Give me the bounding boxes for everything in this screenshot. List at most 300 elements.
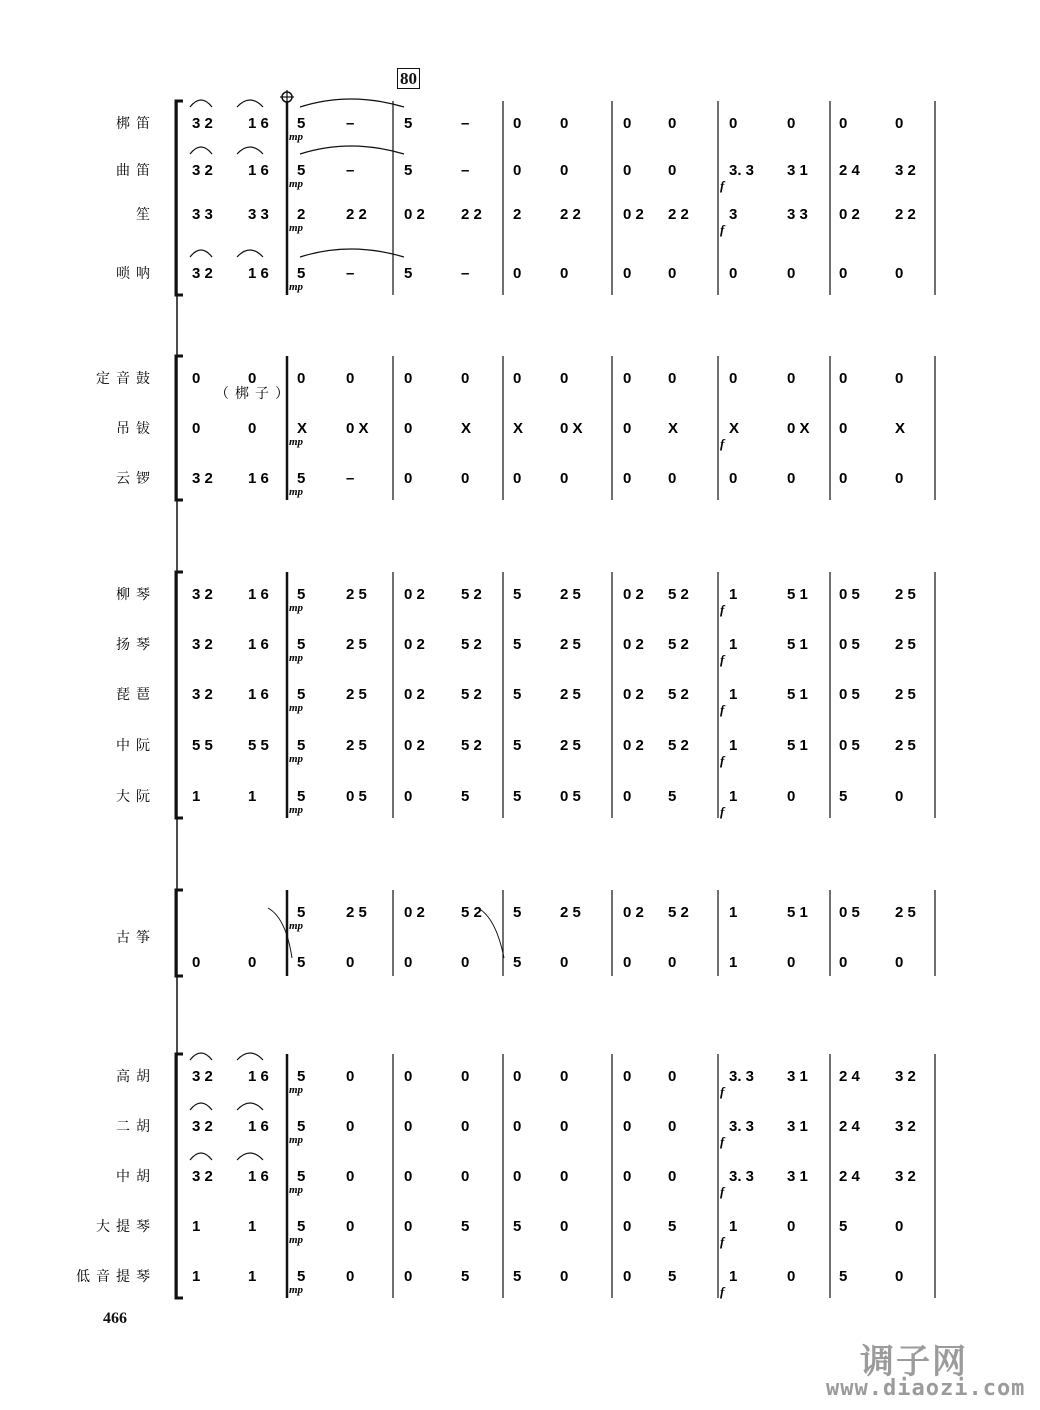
note-group: 0 bbox=[404, 420, 413, 437]
note-group: 0 X bbox=[787, 420, 810, 437]
note-group: 2 5 bbox=[560, 737, 581, 754]
note-group: 1 bbox=[729, 686, 738, 703]
note-group: 2 5 bbox=[895, 737, 916, 754]
dynamic-f: f bbox=[720, 1084, 725, 1099]
note-group: 0 bbox=[623, 1218, 632, 1235]
note-group: 0 2 bbox=[404, 636, 425, 653]
slur bbox=[190, 1053, 212, 1060]
note-group: 5 5 bbox=[192, 737, 213, 754]
note-group: 0 bbox=[513, 1118, 522, 1135]
instrument-row bbox=[116, 1068, 916, 1099]
instrument-name: 扬琴 bbox=[116, 637, 156, 653]
note-group: 0 bbox=[346, 1168, 355, 1185]
note-group: – bbox=[346, 162, 355, 179]
note-group: 0 2 bbox=[404, 737, 425, 754]
note-group: 3 1 bbox=[787, 162, 808, 179]
note-group: 1 6 bbox=[248, 1118, 269, 1135]
note-group: 3 bbox=[729, 206, 738, 223]
instrument-name: 大提琴 bbox=[96, 1219, 156, 1235]
note-group: 5 bbox=[461, 1268, 470, 1285]
note-group: 0 bbox=[461, 370, 470, 387]
note-group: 5 2 bbox=[461, 737, 482, 754]
note-group: 0 bbox=[668, 1068, 677, 1085]
note-group: 0 bbox=[560, 1168, 569, 1185]
note-group: 0 bbox=[560, 1218, 569, 1235]
note-group: 0 bbox=[461, 1068, 470, 1085]
note-group: 3 2 bbox=[192, 1118, 213, 1135]
dynamic-mp: mp bbox=[289, 1234, 304, 1246]
instrument-row bbox=[116, 737, 916, 768]
instrument-row bbox=[116, 420, 905, 451]
note-group: 0 bbox=[623, 1068, 632, 1085]
note-group: 2 4 bbox=[839, 1168, 860, 1185]
dynamic-f: f bbox=[720, 652, 725, 667]
note-group: 2 5 bbox=[895, 636, 916, 653]
dynamic-f: f bbox=[720, 436, 725, 451]
note-group: 0 2 bbox=[623, 686, 644, 703]
note-group: 3 1 bbox=[787, 1168, 808, 1185]
note-group: 0 2 bbox=[404, 206, 425, 223]
instrument-row bbox=[116, 115, 903, 143]
note-group: 0 bbox=[729, 265, 738, 282]
note-group: 0 bbox=[346, 1068, 355, 1085]
instrument-row bbox=[116, 904, 916, 971]
note-group: 0 bbox=[461, 1118, 470, 1135]
note-group: 0 5 bbox=[346, 788, 367, 805]
note-group: 1 bbox=[729, 1218, 738, 1235]
instrument-name: 笙 bbox=[136, 207, 156, 223]
note-group: 5 bbox=[668, 1218, 677, 1235]
note-group: 2 5 bbox=[346, 737, 367, 754]
instrument-row bbox=[116, 1168, 916, 1199]
note-group: 0 bbox=[404, 1268, 413, 1285]
note-group: 1 6 bbox=[248, 115, 269, 132]
note-group: 3 2 bbox=[895, 162, 916, 179]
note-group: 0 2 bbox=[623, 636, 644, 653]
note-group: X bbox=[729, 420, 740, 437]
note-group: 5 bbox=[513, 737, 522, 754]
slur bbox=[237, 1053, 263, 1060]
note-group: 2 2 bbox=[668, 206, 689, 223]
note-group: 0 5 bbox=[839, 636, 860, 653]
note-group: 5 bbox=[297, 686, 306, 703]
note-group: 2 5 bbox=[346, 586, 367, 603]
note-group: 0 5 bbox=[839, 904, 860, 921]
dynamic-mp: mp bbox=[289, 486, 304, 498]
note-group: 3 2 bbox=[192, 1168, 213, 1185]
note-group: – bbox=[461, 265, 470, 282]
note-group: 0 5 bbox=[839, 586, 860, 603]
note-group: 3. 3 bbox=[729, 1068, 755, 1085]
note-group: 2 5 bbox=[560, 904, 581, 921]
note-group: 2 5 bbox=[560, 586, 581, 603]
dynamic-f: f bbox=[720, 178, 725, 193]
dynamic-mp: mp bbox=[289, 1184, 304, 1196]
note-group: 0 bbox=[895, 470, 904, 487]
note-group: 2 5 bbox=[560, 636, 581, 653]
note-group: – bbox=[346, 115, 355, 132]
note-group: 0 2 bbox=[623, 206, 644, 223]
note-group: 0 bbox=[668, 370, 677, 387]
note-group: 3. 3 bbox=[729, 162, 755, 179]
note-group: 2 2 bbox=[461, 206, 482, 223]
note-group: 0 bbox=[346, 954, 355, 971]
slur bbox=[237, 147, 263, 154]
note-group: 1 bbox=[729, 586, 738, 603]
dynamic-f: f bbox=[720, 804, 725, 819]
note-group: 0 2 bbox=[404, 586, 425, 603]
dynamic-f: f bbox=[720, 1134, 725, 1149]
slur bbox=[237, 250, 263, 257]
note-group: 0 bbox=[560, 115, 569, 132]
note-group: 0 bbox=[623, 420, 632, 437]
note-group: 5 bbox=[404, 265, 413, 282]
note-group: 1 bbox=[248, 1218, 257, 1235]
note-group: 0 5 bbox=[839, 737, 860, 754]
note-group: 1 6 bbox=[248, 470, 269, 487]
slur bbox=[190, 147, 212, 154]
note-group: 5 bbox=[297, 737, 306, 754]
note-group: 0 bbox=[668, 115, 677, 132]
note-group: 0 bbox=[729, 115, 738, 132]
tie bbox=[300, 249, 404, 257]
note-group: 0 bbox=[192, 954, 201, 971]
note-group: 0 bbox=[623, 1118, 632, 1135]
note-group: 3 3 bbox=[248, 206, 269, 223]
note-group: 5 bbox=[297, 636, 306, 653]
slur bbox=[190, 100, 212, 107]
note-group: 5 bbox=[461, 1218, 470, 1235]
note-group: 0 2 bbox=[404, 686, 425, 703]
note-group: 0 bbox=[839, 470, 848, 487]
note-group: 5 bbox=[513, 904, 522, 921]
note-group: 0 bbox=[513, 370, 522, 387]
note-group: 0 bbox=[668, 162, 677, 179]
note-group: 0 bbox=[623, 370, 632, 387]
note-group: 1 bbox=[248, 1268, 257, 1285]
note-group: 0 bbox=[839, 954, 848, 971]
note-group: 5 5 bbox=[248, 737, 269, 754]
note-group: 0 bbox=[623, 1168, 632, 1185]
note-group: 0 bbox=[839, 420, 848, 437]
note-group: 3 2 bbox=[192, 470, 213, 487]
glissando-arrow bbox=[268, 908, 292, 958]
note-group: 1 6 bbox=[248, 686, 269, 703]
note-group: 0 bbox=[346, 1268, 355, 1285]
note-group: 0 bbox=[839, 115, 848, 132]
note-group: 0 bbox=[895, 265, 904, 282]
note-group: X bbox=[461, 420, 472, 437]
dynamic-f: f bbox=[720, 1234, 725, 1249]
note-group: 1 bbox=[729, 636, 738, 653]
dynamic-mp: mp bbox=[289, 804, 304, 816]
note-group: 3 2 bbox=[192, 162, 213, 179]
note-group: 0 X bbox=[346, 420, 369, 437]
instrument-name: 中胡 bbox=[116, 1169, 156, 1185]
note-group: 5 1 bbox=[787, 686, 808, 703]
watermark-url: www.diaozi.com bbox=[826, 1376, 1026, 1401]
note-group: 3 2 bbox=[895, 1118, 916, 1135]
note-group: 5 2 bbox=[461, 636, 482, 653]
note-group: 0 bbox=[895, 370, 904, 387]
note-group: 0 bbox=[787, 1218, 796, 1235]
note-group: 0 bbox=[668, 954, 677, 971]
instrument-row bbox=[116, 162, 916, 193]
note-group: 2 bbox=[297, 206, 306, 223]
note-group: 2 2 bbox=[346, 206, 367, 223]
note-group: 5 bbox=[297, 265, 306, 282]
note-group: 0 bbox=[787, 954, 796, 971]
note-group: 5 bbox=[513, 954, 522, 971]
note-group: 5 bbox=[297, 788, 306, 805]
note-group: 0 bbox=[560, 370, 569, 387]
staff-group-2 bbox=[176, 356, 935, 500]
instrument-name: 吊钹 bbox=[116, 421, 156, 437]
dynamic-mp: mp bbox=[289, 753, 304, 765]
note-group: 0 bbox=[560, 265, 569, 282]
note-group: 0 bbox=[192, 420, 201, 437]
note-group: 0 bbox=[513, 470, 522, 487]
annotation-bangzi: （梆子） bbox=[215, 386, 295, 402]
staff-group-4 bbox=[176, 890, 935, 976]
note-group: 0 bbox=[787, 265, 796, 282]
dynamic-f: f bbox=[720, 222, 725, 237]
note-group: 0 bbox=[248, 420, 257, 437]
group-bracket bbox=[176, 101, 183, 295]
dynamic-mp: mp bbox=[289, 436, 304, 448]
note-group: 0 2 bbox=[404, 904, 425, 921]
note-group: 0 bbox=[623, 954, 632, 971]
instrument-name: 唢呐 bbox=[116, 266, 156, 282]
page-number: 466 bbox=[103, 1310, 127, 1327]
note-group: 5 bbox=[513, 788, 522, 805]
note-group: 3. 3 bbox=[729, 1118, 755, 1135]
note-group: 0 bbox=[461, 470, 470, 487]
instrument-row bbox=[96, 1218, 903, 1249]
note-group: 5 bbox=[297, 470, 306, 487]
note-group: 3 2 bbox=[192, 686, 213, 703]
note-group: 1 6 bbox=[248, 1168, 269, 1185]
note-group: 0 bbox=[461, 1168, 470, 1185]
note-group: 0 bbox=[729, 470, 738, 487]
note-group: 0 bbox=[513, 1168, 522, 1185]
instrument-row bbox=[116, 265, 903, 293]
note-group: 3 1 bbox=[787, 1068, 808, 1085]
note-group: 2 5 bbox=[346, 636, 367, 653]
note-group: 2 4 bbox=[839, 162, 860, 179]
instrument-row bbox=[116, 686, 916, 717]
note-group: 0 bbox=[839, 265, 848, 282]
note-group: 5 bbox=[404, 115, 413, 132]
note-group: 3 2 bbox=[895, 1168, 916, 1185]
note-group: 2 5 bbox=[346, 904, 367, 921]
note-group: 0 bbox=[895, 788, 904, 805]
note-group: 5 bbox=[513, 636, 522, 653]
note-group: 5 bbox=[297, 904, 306, 921]
instrument-row bbox=[116, 586, 916, 617]
note-group: – bbox=[461, 162, 470, 179]
note-group: 0 2 bbox=[623, 904, 644, 921]
note-group: 0 5 bbox=[839, 686, 860, 703]
note-group: 1 bbox=[729, 954, 738, 971]
note-group: 3 2 bbox=[192, 265, 213, 282]
instrument-row bbox=[116, 636, 916, 667]
group-bracket bbox=[176, 890, 183, 976]
note-group: 5 bbox=[297, 586, 306, 603]
slur bbox=[237, 1103, 263, 1110]
note-group: 2 5 bbox=[895, 586, 916, 603]
note-group: 0 bbox=[513, 265, 522, 282]
note-group: 1 bbox=[729, 788, 738, 805]
note-group: 5 bbox=[297, 115, 306, 132]
instrument-row bbox=[116, 788, 903, 819]
note-group: 1 6 bbox=[248, 1068, 269, 1085]
note-group: 1 6 bbox=[248, 586, 269, 603]
note-group: 0 bbox=[839, 370, 848, 387]
note-group: 5 bbox=[297, 1268, 306, 1285]
note-group: 5 bbox=[839, 788, 848, 805]
dynamic-f: f bbox=[720, 1184, 725, 1199]
tie bbox=[300, 146, 404, 154]
dynamic-mp: mp bbox=[289, 281, 304, 293]
dynamic-mp: mp bbox=[289, 652, 304, 664]
note-group: 0 bbox=[404, 1168, 413, 1185]
note-group: 2 bbox=[513, 206, 522, 223]
instrument-row bbox=[76, 1268, 903, 1299]
note-group: 0 bbox=[248, 954, 257, 971]
instrument-name: 琵琶 bbox=[116, 687, 156, 703]
instrument-name: 二胡 bbox=[116, 1119, 156, 1135]
note-group: 0 bbox=[346, 370, 355, 387]
note-group: 2 5 bbox=[895, 904, 916, 921]
glissando-arrow bbox=[478, 908, 504, 958]
note-group: 0 2 bbox=[623, 586, 644, 603]
note-group: 0 bbox=[787, 370, 796, 387]
note-group: X bbox=[895, 420, 906, 437]
note-group: X bbox=[668, 420, 679, 437]
note-group: 0 bbox=[192, 370, 201, 387]
note-group: 0 bbox=[560, 954, 569, 971]
note-group: 0 bbox=[560, 1068, 569, 1085]
note-group: 0 X bbox=[560, 420, 583, 437]
tie bbox=[300, 99, 404, 107]
dynamic-f: f bbox=[720, 1284, 725, 1299]
note-group: X bbox=[513, 420, 524, 437]
note-group: 3 3 bbox=[787, 206, 808, 223]
note-group: 2 4 bbox=[839, 1118, 860, 1135]
note-group: 5 2 bbox=[668, 636, 689, 653]
note-group: 2 5 bbox=[346, 686, 367, 703]
note-group: 0 bbox=[623, 115, 632, 132]
note-group: 0 2 bbox=[623, 737, 644, 754]
note-group: 1 bbox=[729, 904, 738, 921]
note-group: 5 bbox=[839, 1268, 848, 1285]
note-group: 5 2 bbox=[668, 586, 689, 603]
note-group: 3 2 bbox=[192, 586, 213, 603]
note-group: 3 1 bbox=[787, 1118, 808, 1135]
note-group: 3 2 bbox=[192, 1068, 213, 1085]
instrument-name: 大阮 bbox=[116, 789, 156, 805]
group-bracket bbox=[176, 572, 183, 818]
note-group: 5 2 bbox=[668, 737, 689, 754]
dynamic-mp: mp bbox=[289, 1284, 304, 1296]
dynamic-mp: mp bbox=[289, 602, 304, 614]
note-group: 0 bbox=[895, 115, 904, 132]
note-group: 5 2 bbox=[668, 904, 689, 921]
note-group: 0 bbox=[623, 470, 632, 487]
instrument-name: 低音提琴 bbox=[76, 1269, 156, 1285]
instrument-name: 高胡 bbox=[116, 1069, 156, 1085]
note-group: 5 1 bbox=[787, 737, 808, 754]
note-group: 5 bbox=[513, 1268, 522, 1285]
slur bbox=[237, 100, 263, 107]
note-group: – bbox=[346, 470, 355, 487]
dynamic-mp: mp bbox=[289, 131, 304, 143]
dynamic-mp: mp bbox=[289, 1084, 304, 1096]
instrument-name: 梆笛 bbox=[116, 116, 156, 132]
rehearsal-mark: 80 bbox=[397, 68, 420, 89]
note-group: 5 1 bbox=[787, 636, 808, 653]
note-group: 5 2 bbox=[461, 686, 482, 703]
note-group: 0 bbox=[560, 1268, 569, 1285]
note-group: 5 bbox=[839, 1218, 848, 1235]
note-group: 0 bbox=[404, 470, 413, 487]
note-group: 0 bbox=[404, 788, 413, 805]
note-group: 5 bbox=[513, 1218, 522, 1235]
note-group: 0 bbox=[895, 1268, 904, 1285]
note-group: 0 bbox=[513, 162, 522, 179]
slur bbox=[190, 1103, 212, 1110]
note-group: 2 4 bbox=[839, 1068, 860, 1085]
note-group: 5 bbox=[513, 586, 522, 603]
note-group: 1 bbox=[192, 1268, 201, 1285]
note-group: 0 bbox=[623, 1268, 632, 1285]
instrument-row bbox=[96, 370, 903, 387]
coda-icon bbox=[280, 90, 294, 104]
dynamic-mp: mp bbox=[289, 1134, 304, 1146]
note-group: 0 bbox=[668, 1168, 677, 1185]
note-group: 0 bbox=[461, 954, 470, 971]
instrument-name: 中阮 bbox=[116, 738, 156, 754]
slur bbox=[190, 1153, 212, 1160]
slur bbox=[237, 1153, 263, 1160]
note-group: 3 2 bbox=[192, 636, 213, 653]
group-bracket bbox=[176, 1054, 183, 1298]
note-group: 0 bbox=[787, 788, 796, 805]
note-group: 0 bbox=[787, 1268, 796, 1285]
note-group: 0 bbox=[404, 370, 413, 387]
note-group: 1 bbox=[192, 788, 201, 805]
note-group: 0 bbox=[404, 1118, 413, 1135]
dynamic-mp: mp bbox=[289, 178, 304, 190]
note-group: 5 1 bbox=[787, 904, 808, 921]
note-group: 3 3 bbox=[192, 206, 213, 223]
dynamic-mp: mp bbox=[289, 702, 304, 714]
instrument-name: 古筝 bbox=[116, 930, 156, 946]
note-group: 2 2 bbox=[895, 206, 916, 223]
note-group: 0 bbox=[668, 265, 677, 282]
dynamic-f: f bbox=[720, 702, 725, 717]
note-group: 1 6 bbox=[248, 265, 269, 282]
dynamic-f: f bbox=[720, 602, 725, 617]
note-group: 1 bbox=[192, 1218, 201, 1235]
note-group: 0 bbox=[513, 115, 522, 132]
dynamic-mp: mp bbox=[289, 920, 304, 932]
note-group: 5 bbox=[461, 788, 470, 805]
note-group: 5 2 bbox=[461, 586, 482, 603]
slur bbox=[190, 250, 212, 257]
note-group: 1 bbox=[729, 1268, 738, 1285]
